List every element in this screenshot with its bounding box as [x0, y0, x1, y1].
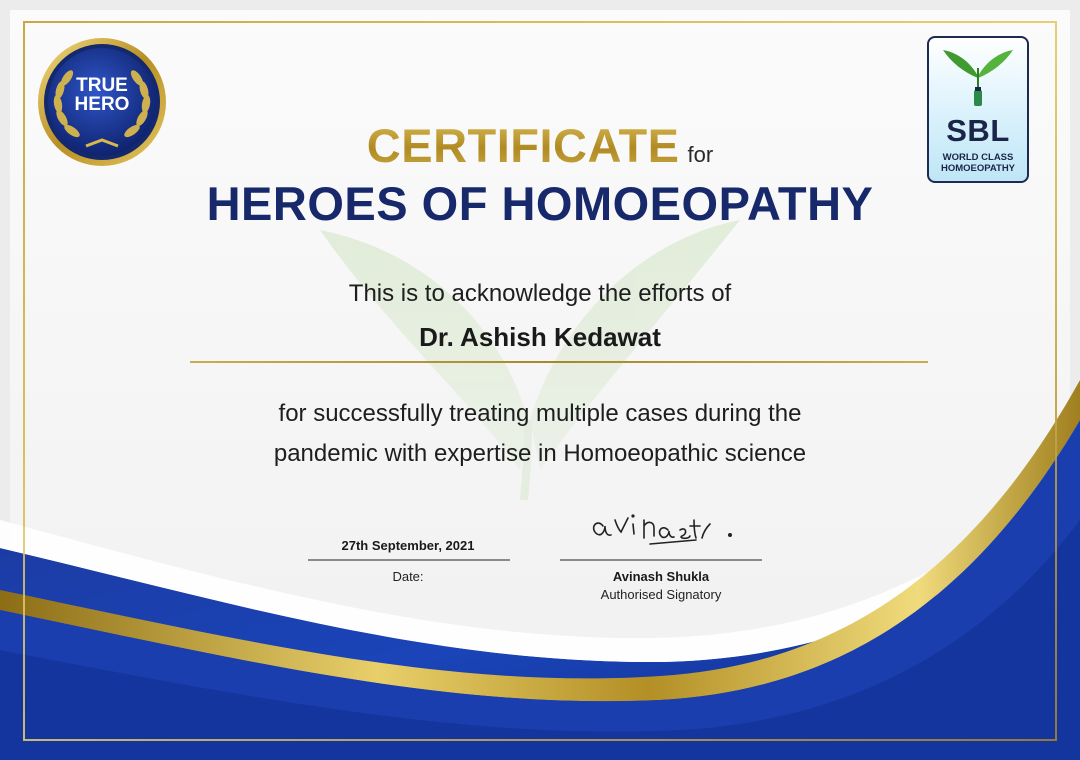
certificate-title: CERTIFICATE — [366, 119, 680, 172]
award-reason — [0, 394, 1080, 474]
sbl-tagline-line-2: HOMOEOPATHY — [940, 163, 1016, 174]
true-hero-badge-text — [36, 76, 168, 114]
certificate-subtitle: HEROES OF HOMOEOPATHY — [206, 177, 874, 230]
badge-line-1: TRUE — [76, 75, 128, 96]
signatory-name: Avinash Shukla — [612, 569, 710, 584]
certificate-title-suffix: for — [687, 142, 714, 167]
award-reason-line-2: pandemic with expertise in Homoeopathic science — [273, 440, 807, 467]
date-label: Date: — [392, 569, 424, 584]
award-reason-line-1: for successfully treating multiple cases during the — [278, 400, 802, 427]
signature-underline — [560, 559, 762, 561]
signatory-title: Authorised Signatory — [600, 587, 722, 602]
badge-line-2: HERO — [74, 94, 130, 115]
sbl-plant-icon — [929, 38, 1027, 116]
date-value: 27th September, 2021 — [341, 538, 475, 553]
sbl-tagline-line-1: WORLD CLASS — [942, 152, 1014, 163]
acknowledgement-text: This is to acknowledge the efforts of — [348, 280, 732, 307]
date-underline — [308, 559, 510, 561]
recipient-name: Dr. Ashish Kedawat — [419, 322, 661, 352]
recipient-underline — [190, 361, 928, 363]
certificate-title-line — [0, 118, 1080, 173]
sbl-logo-name: SBL — [946, 113, 1010, 148]
